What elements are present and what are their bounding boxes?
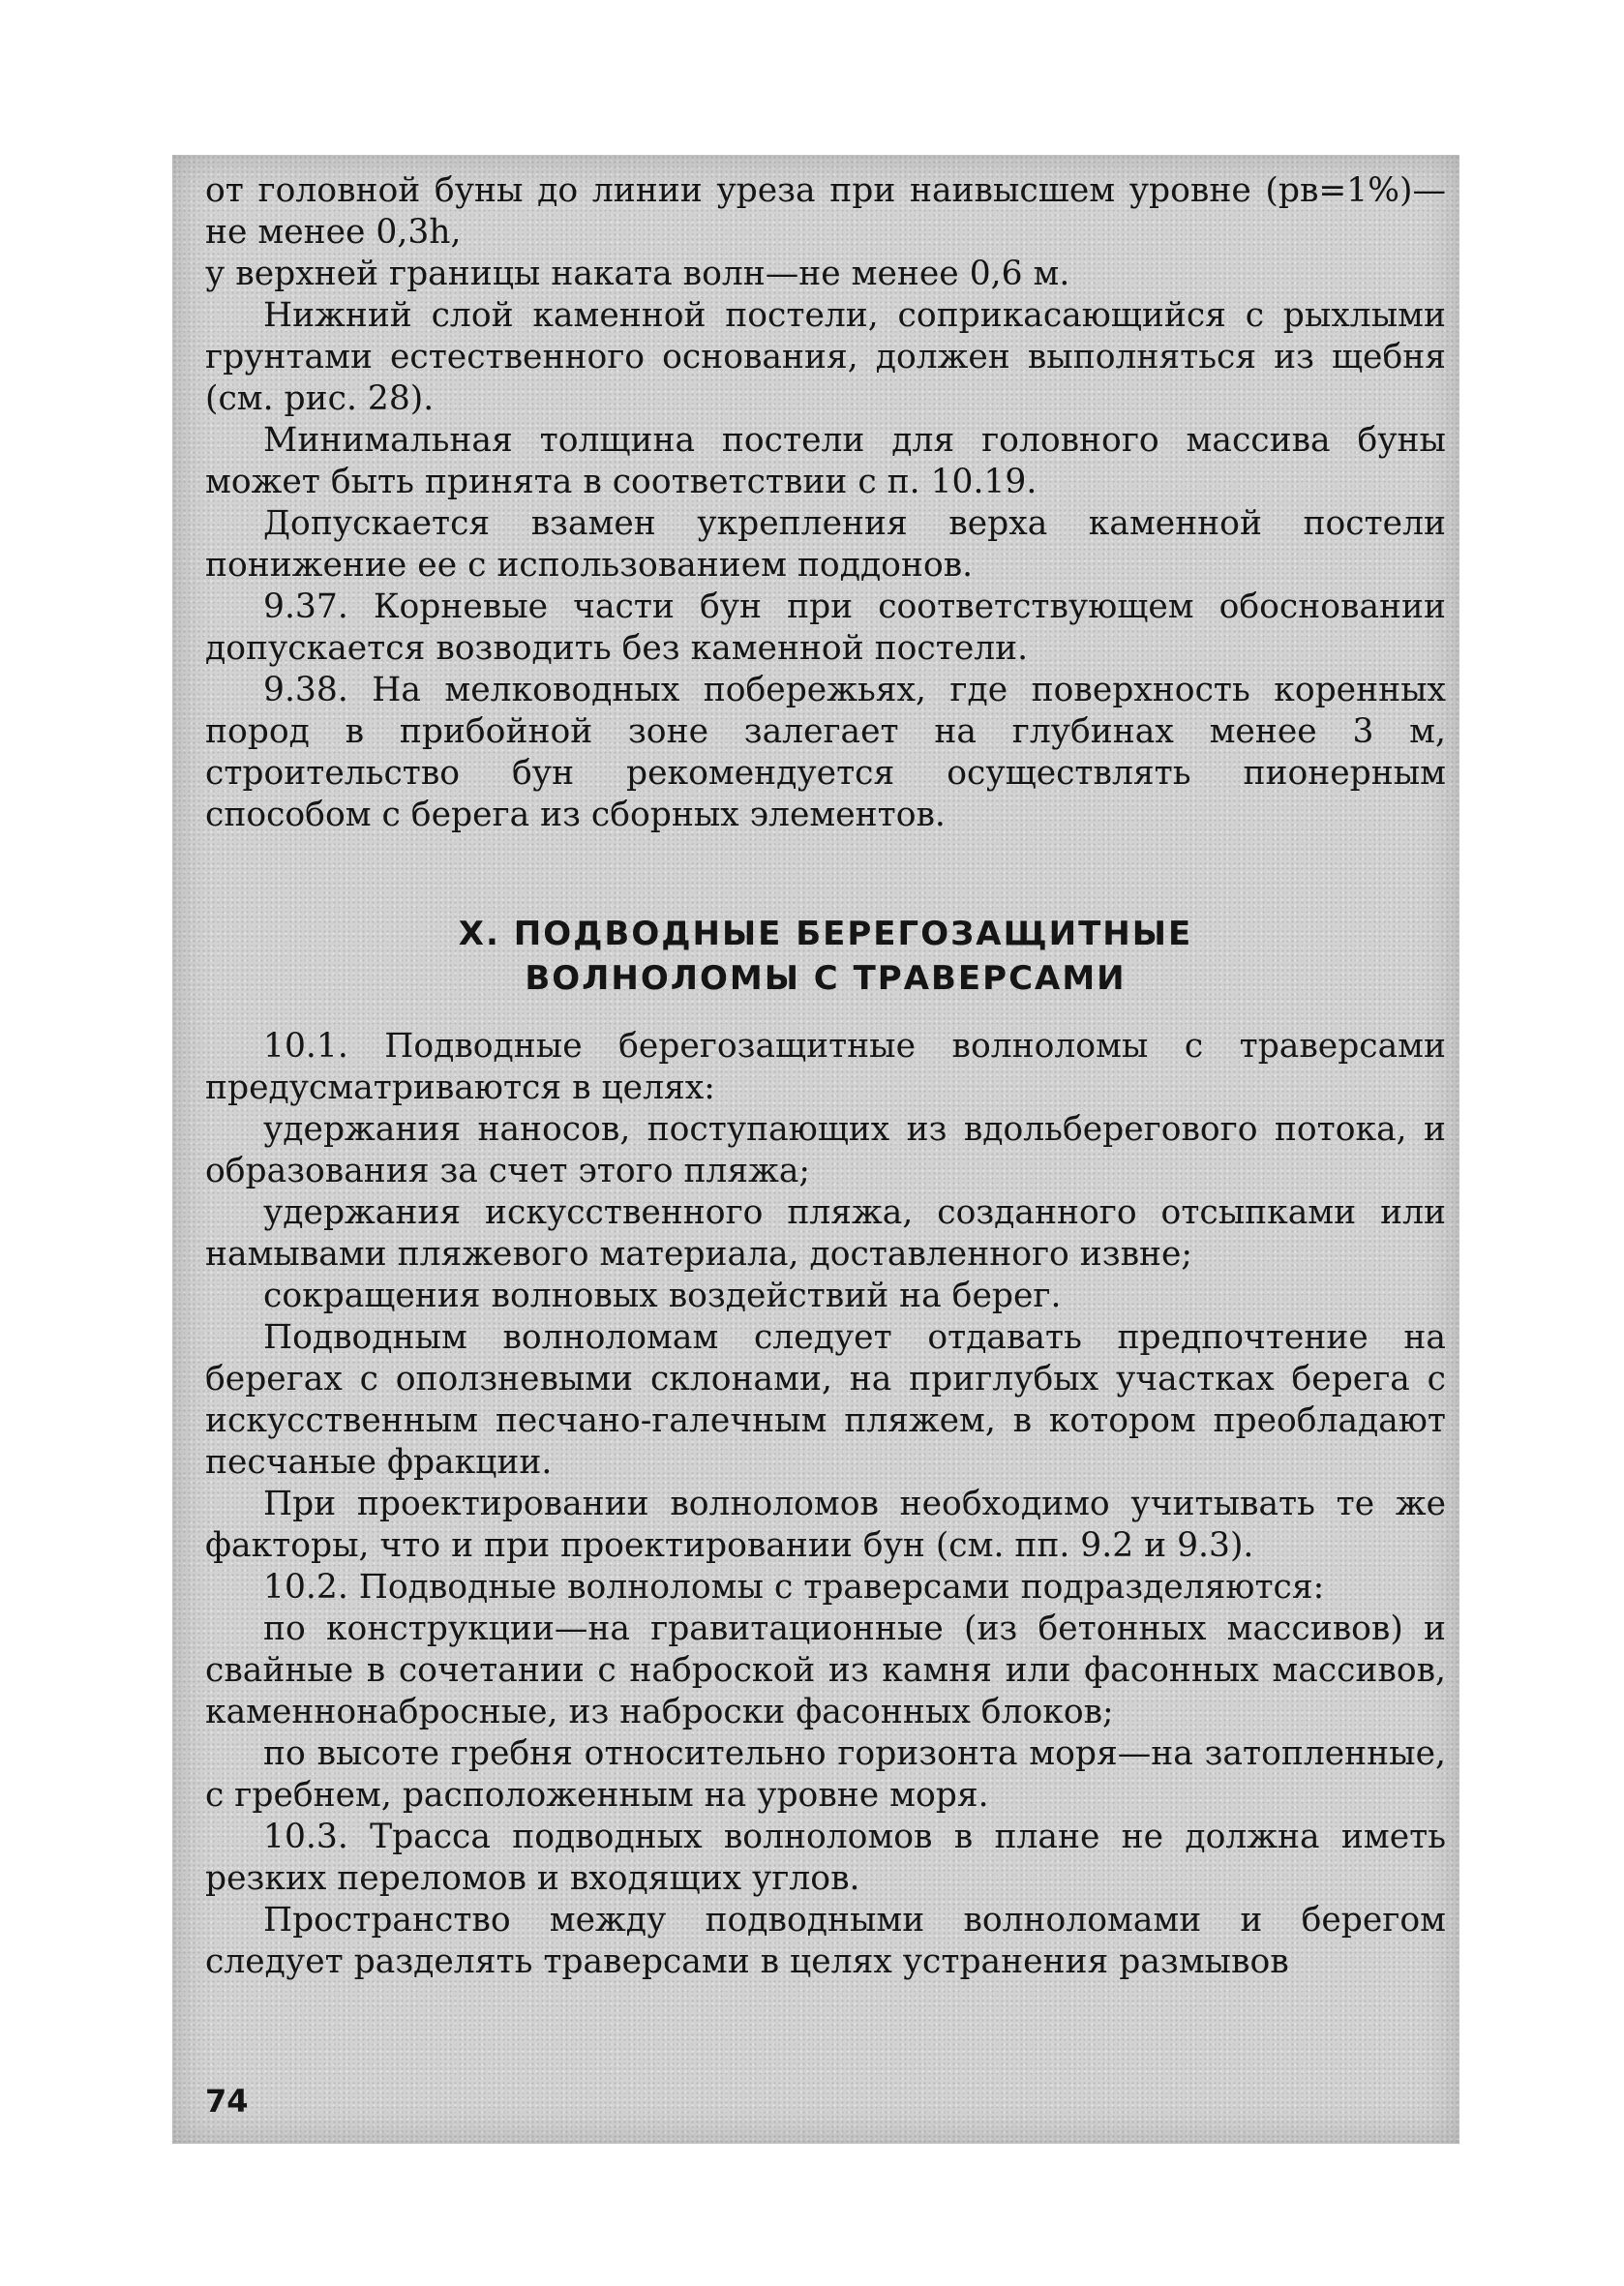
paragraph-top-4: Минимальная толщина постели для головного массива буны может быть принята в соответствии с п. 10.19. xyxy=(205,421,1446,501)
text-column xyxy=(205,170,1446,1983)
paragraph-bottom-7: 10.2. Подводные волноломы с траверсами подразделяются: xyxy=(263,1568,1325,1607)
spacer xyxy=(205,836,1446,912)
section-heading-line-1: X. ПОДВОДНЫЕ БЕРЕГОЗАЩИТНЫЕ xyxy=(458,915,1193,953)
paragraph-bottom-9: по высоте гребня относительно горизонта моря—на затопленные, с гребнем, расположенным на уровне моря. xyxy=(205,1734,1446,1815)
paragraph-bottom-3: удержания искусственного пляжа, созданного отсыпками или намывами пляжевого материала, доставленного извне; xyxy=(205,1193,1446,1274)
paragraph-bottom-1: 10.1. Подводные берегозащитные волноломы с траверсами предусматриваются в целях: xyxy=(205,1027,1446,1107)
paragraph-top-2: у верхней границы наката волн—не менее 0,6 м. xyxy=(205,255,1070,293)
page-number: 74 xyxy=(205,2083,249,2120)
paragraph-top-1: от головной буны до линии уреза при наивысшем уровне (pв=1%)—не менее 0,3h, xyxy=(205,171,1446,252)
paragraph-top-6: 9.37. Корневые части бун при соответствующем обосновании допускается возводить без каменной постели. xyxy=(205,587,1446,668)
paragraph-bottom-10: 10.3. Трасса подводных волноломов в плане не должна иметь резких переломов и входящих углов. xyxy=(205,1818,1446,1898)
section-heading-line-2: ВОЛНОЛОМЫ С ТРАВЕРСАМИ xyxy=(525,959,1127,998)
paragraph-top-5: Допускается взамен укрепления верха каменной постели понижение ее с использованием поддонов. xyxy=(205,504,1446,585)
paragraph-bottom-8: по конструкции—на гравитационные (из бетонных массивов) и свайные в сочетании с наброской из камня или фасонных массивов, каменнонабросные, из наброски фасонных блоков; xyxy=(205,1609,1446,1731)
paragraph-top-3: Нижний слой каменной постели, соприкасающийся с рыхлыми грунтами естественного основания, должен выполняться из щебня (см. рис. 28). xyxy=(205,296,1446,418)
paragraph-bottom-6: При проектировании волноломов необходимо учитывать те же факторы, что и при проектировании бун (см. пп. 9.2 и 9.3). xyxy=(205,1485,1446,1565)
paragraph-bottom-11: Пространство между подводными волноломами и берегом следует разделять траверсами в целях устранения размывов xyxy=(205,1901,1446,1981)
paragraph-top-7: 9.38. На мелководных побережьях, где поверхность коренных пород в прибойной зоне залегает на глубинах менее 3 м, строительство бун рекомендуется осуществлять пионерным способом с берега из сборных элементов. xyxy=(205,671,1446,834)
paragraph-bottom-5: Подводным волноломам следует отдавать предпочтение на берегах с оползневыми склонами, на приглубых участках берега с искусственным песчано-галечным пляжем, в котором преобладают песчаные фракции. xyxy=(205,1318,1446,1482)
spacer xyxy=(205,1001,1446,1026)
paragraph-bottom-2: удержания наносов, поступающих из вдольберегового потока, и образования за счет этого пляжа; xyxy=(205,1110,1446,1190)
paragraph-bottom-4: сокращения волновых воздействий на берег. xyxy=(263,1277,1062,1315)
